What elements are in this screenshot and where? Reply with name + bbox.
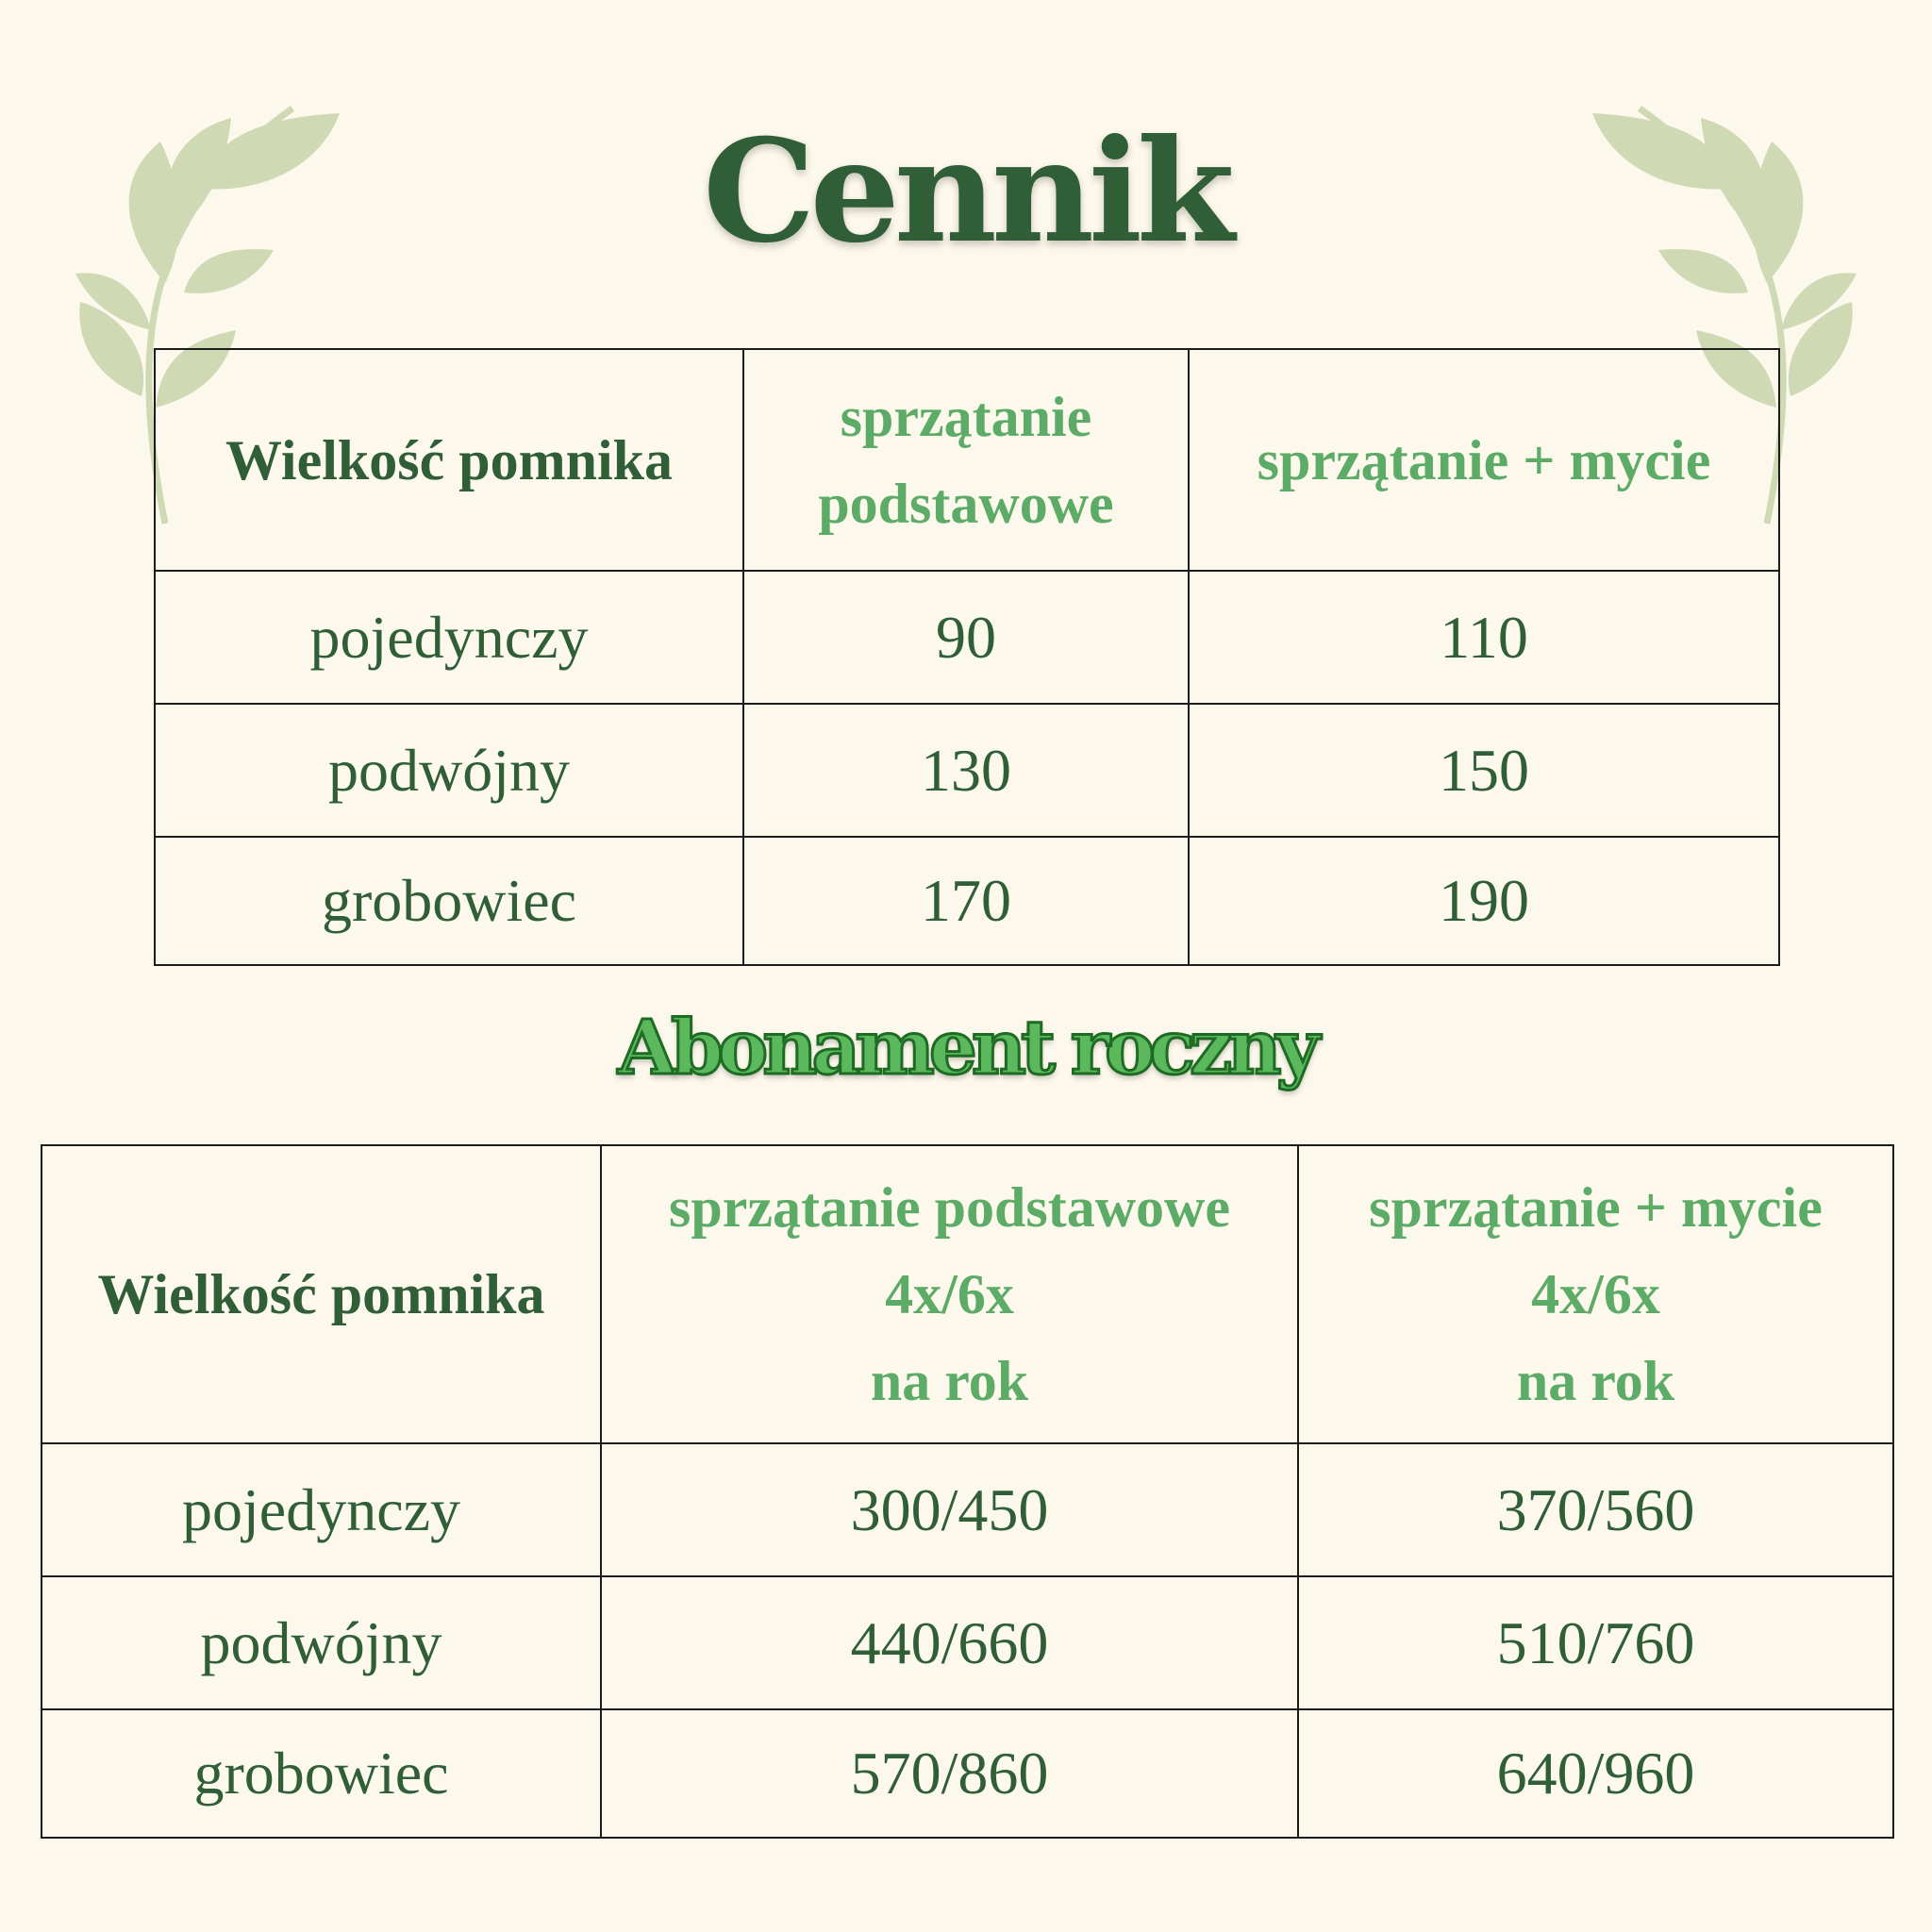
- price-washing: 370/560: [1298, 1443, 1893, 1576]
- table-row: [155, 837, 1779, 965]
- row-size: podwójny: [155, 704, 743, 837]
- price-washing: 190: [1189, 837, 1779, 965]
- price-basic: 130: [743, 704, 1189, 837]
- row-size: pojedynczy: [155, 571, 743, 704]
- row-size: podwójny: [42, 1576, 601, 1709]
- page-title: Cennik: [703, 108, 1229, 275]
- price-basic: 440/660: [601, 1576, 1298, 1709]
- section-title: Abonament roczny: [617, 1003, 1315, 1091]
- table-header-row: [155, 349, 1779, 571]
- table-row: [155, 704, 1779, 837]
- table-row: [42, 1576, 1893, 1709]
- price-table: [154, 348, 1780, 966]
- header-size: Wielkość pomnika: [155, 349, 743, 571]
- price-washing: 640/960: [1298, 1709, 1893, 1838]
- row-size: grobowiec: [155, 837, 743, 965]
- header-basic-cleaning: sprzątanie podstawowe 4x/6x na rok: [601, 1145, 1298, 1443]
- price-basic: 300/450: [601, 1443, 1298, 1576]
- row-size: pojedynczy: [42, 1443, 601, 1576]
- table-row: [155, 571, 1779, 704]
- subscription-table: [41, 1144, 1894, 1839]
- price-washing: 110: [1189, 571, 1779, 704]
- row-size: grobowiec: [42, 1709, 601, 1838]
- header-cleaning-washing: sprzątanie + mycie 4x/6x na rok: [1298, 1145, 1893, 1443]
- table-row: [42, 1709, 1893, 1838]
- price-basic: 570/860: [601, 1709, 1298, 1838]
- price-washing: 150: [1189, 704, 1779, 837]
- header-cleaning-washing: sprzątanie + mycie: [1189, 349, 1779, 571]
- header-size: Wielkość pomnika: [42, 1145, 601, 1443]
- price-basic: 90: [743, 571, 1189, 704]
- header-basic-cleaning: sprzątanie podstawowe: [743, 349, 1189, 571]
- price-basic: 170: [743, 837, 1189, 965]
- table-row: [42, 1443, 1893, 1576]
- table-header-row: [42, 1145, 1893, 1443]
- price-washing: 510/760: [1298, 1576, 1893, 1709]
